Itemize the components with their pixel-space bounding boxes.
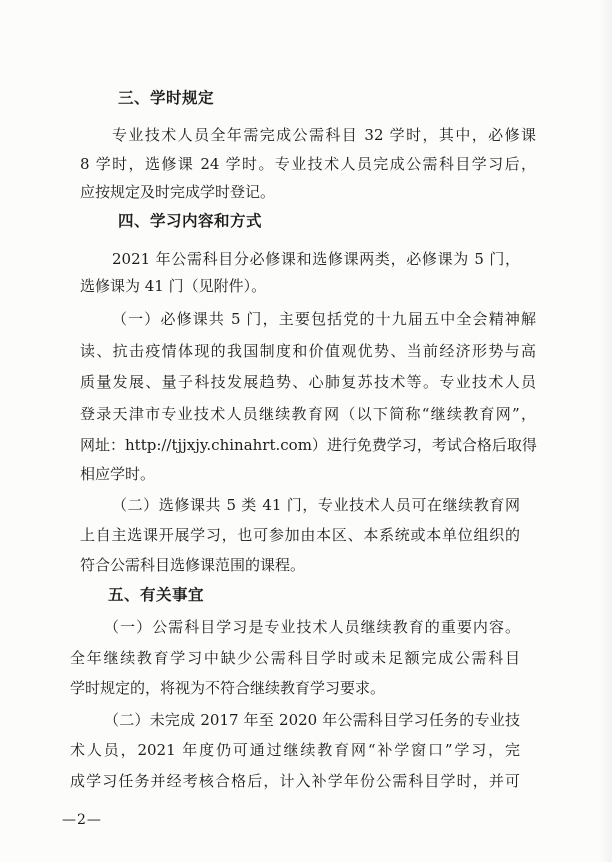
paragraph-line: 术人员，2021 年度仍可通过继续教育网“补学窗口”学习，完: [70, 741, 520, 759]
section-heading-4: 四、学习内容和方式: [118, 211, 263, 230]
paragraph-line: （一）必修课共 5 门，主要包括党的十九届五中全会精神解: [112, 310, 536, 328]
paragraph-line: 应按规定及时完成学时登记。: [80, 183, 276, 201]
page-number: —2—: [62, 812, 102, 828]
paragraph-line: 全年继续教育学习中缺少公需科目学时或未足额完成公需科目: [70, 649, 520, 667]
paragraph-line: 上自主选课开展学习，也可参加由本区、本系统或本单位组织的: [80, 526, 520, 544]
paragraph-line: 网址：http://tjjxjy.chinahrt.com）进行免费学习，考试合格后取得: [80, 436, 537, 454]
paragraph-line: 成学习任务并经考核合格后，计入补学年份公需科目学时，并可: [70, 772, 520, 790]
paragraph-line: 选修课为 41 门（见附件）。: [80, 277, 267, 295]
paragraph-line: （二）未完成 2017 年至 2020 年公需科目学习任务的专业技: [104, 711, 520, 729]
paragraph-line: 读、抗击疫情体现的我国制度和价值观优势、当前经济形势与高: [80, 342, 536, 360]
paragraph-line: 2021 年公需科目分必修课和选修课两类，必修课为 5 门，: [112, 250, 520, 268]
paragraph-line: 相应学时。: [80, 465, 156, 483]
section-heading-5: 五、有关事宜: [108, 585, 205, 604]
paragraph-line: （二）选修课共 5 类 41 门，专业技术人员可在继续教育网: [112, 496, 520, 514]
paragraph-line: 质量发展、量子科技发展趋势、心肺复苏技术等。专业技术人员: [80, 373, 536, 391]
paragraph-line: （一）公需科目学习是专业技术人员继续教育的重要内容。: [104, 618, 520, 636]
paragraph-line: 专业技术人员全年需完成公需科目 32 学时，其中，必修课: [112, 126, 536, 144]
paragraph-line: 学时规定的，将视为不符合继续教育学习要求。: [70, 679, 386, 697]
paragraph-line: 符合公需科目选修课范围的课程。: [80, 556, 306, 574]
section-heading-3: 三、学时规定: [118, 88, 215, 107]
page-edge-shadow: [600, 0, 612, 862]
paragraph-line: 登录天津市专业技术人员继续教育网（以下简称“继续教育网”，: [80, 405, 536, 423]
paragraph-line: 8 学时，选修课 24 学时。专业技术人员完成公需科目学习后，: [80, 155, 536, 173]
